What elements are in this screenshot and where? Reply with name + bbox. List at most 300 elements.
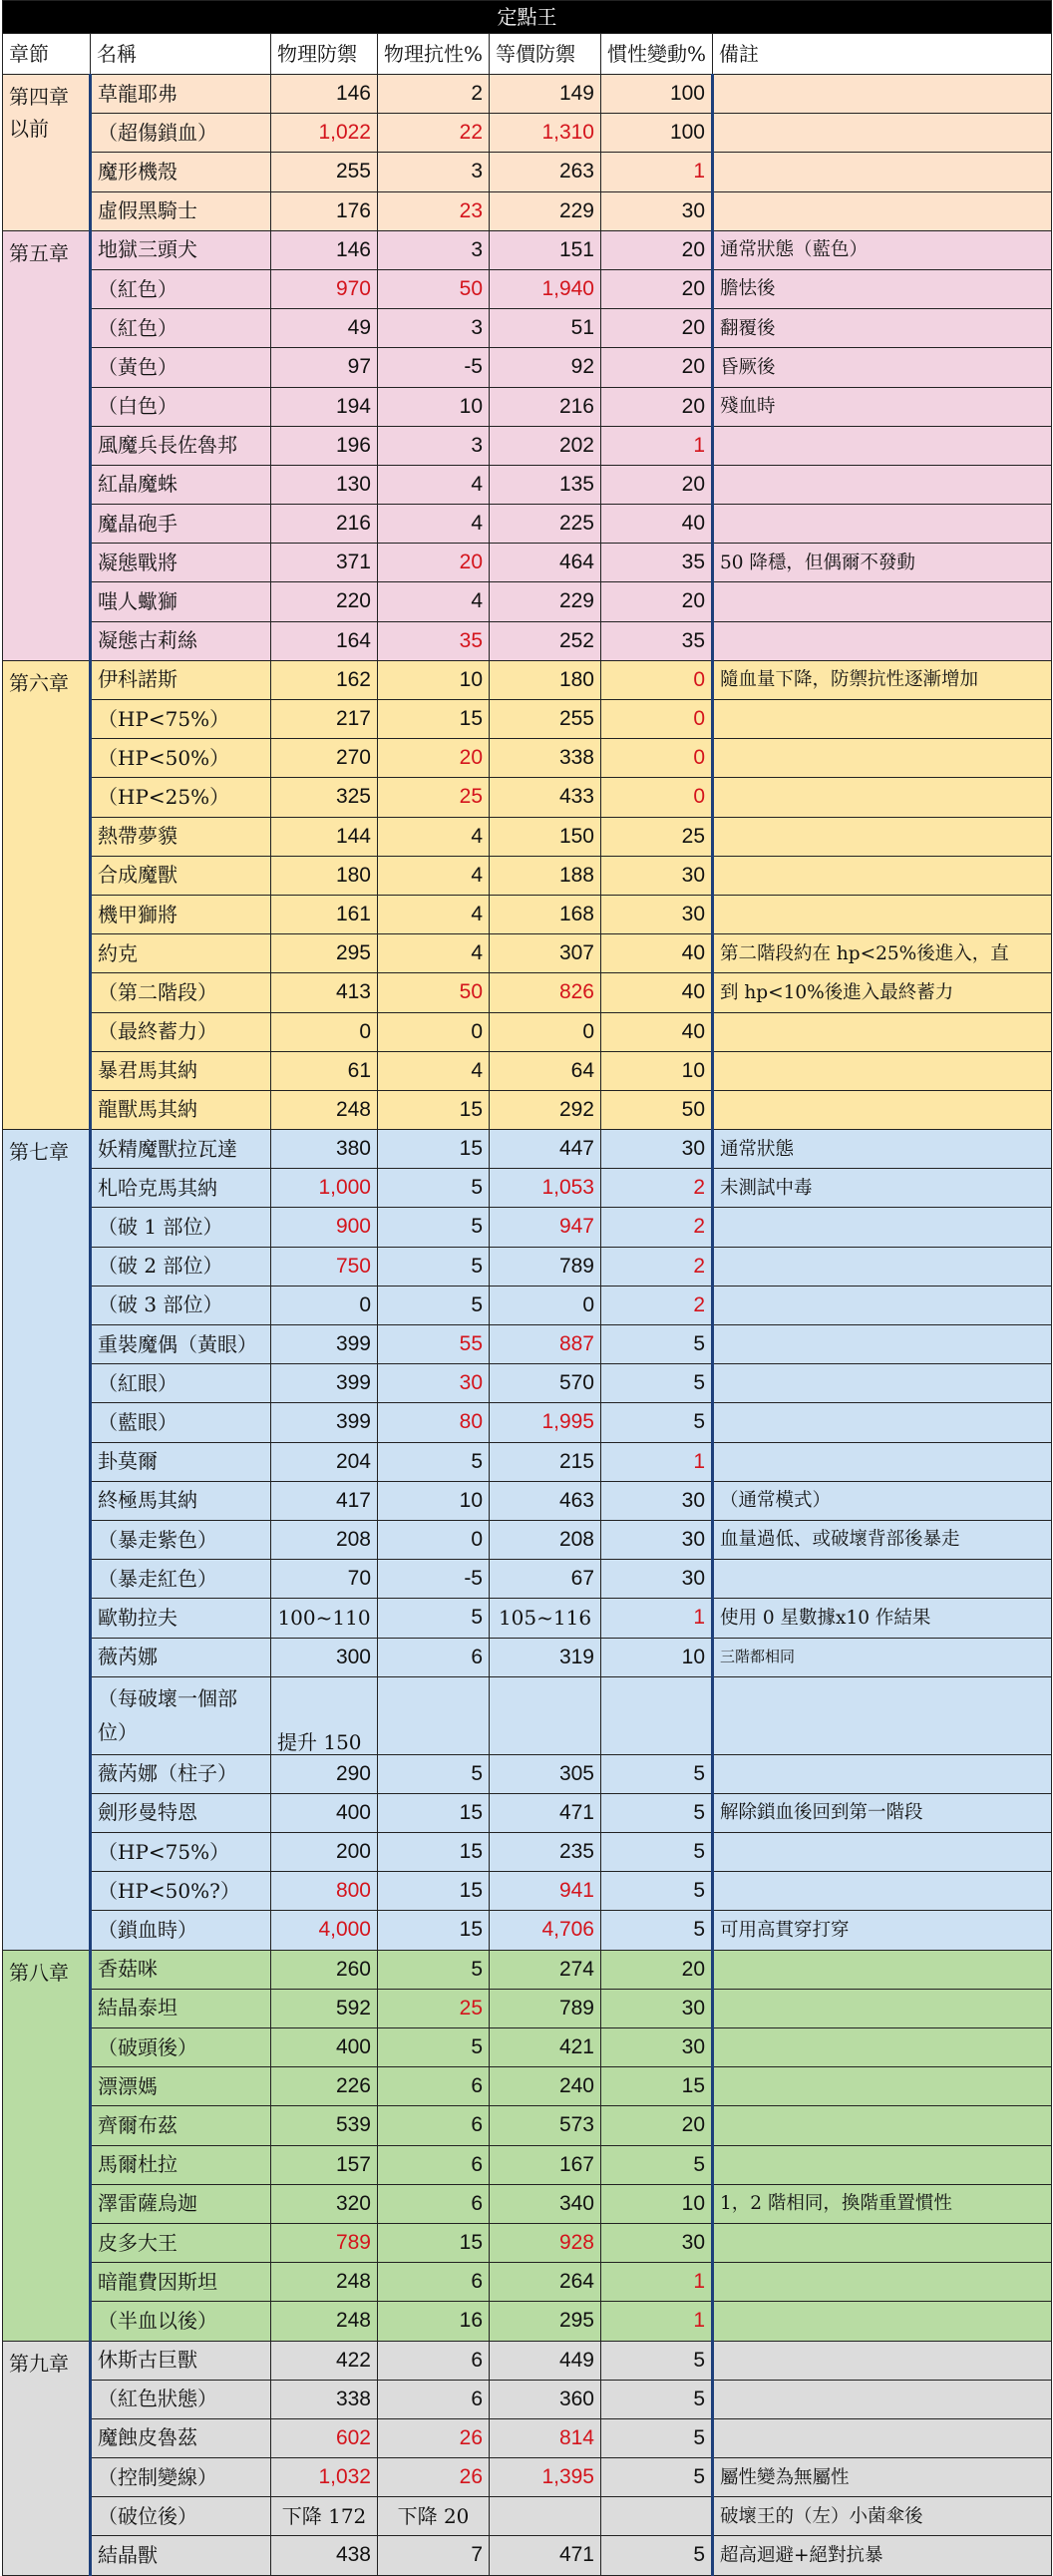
remark-cell bbox=[713, 2418, 1052, 2457]
equiv-def-cell: 92 bbox=[490, 348, 601, 387]
phys-def-cell: 146 bbox=[271, 230, 378, 269]
table-row bbox=[3, 2028, 1052, 2067]
inertia-cell: 5 bbox=[601, 2536, 713, 2575]
boss-name: （半血以後） bbox=[91, 2302, 271, 2341]
phys-res-cell: 5 bbox=[378, 1599, 490, 1638]
inertia-cell: 1 bbox=[601, 153, 713, 191]
table-row bbox=[3, 1442, 1052, 1481]
phys-res-cell: 55 bbox=[378, 1325, 490, 1364]
equiv-def-cell: 180 bbox=[490, 660, 601, 699]
table-row bbox=[3, 1793, 1052, 1832]
phys-def-cell: 194 bbox=[271, 387, 378, 426]
boss-name: （暴走紫色） bbox=[91, 1520, 271, 1559]
phys-def-cell: 157 bbox=[271, 2145, 378, 2184]
inertia-cell: 5 bbox=[601, 1754, 713, 1793]
remark-cell bbox=[713, 426, 1052, 465]
boss-name: （HP<50%?） bbox=[91, 1872, 271, 1911]
phys-res-cell: 15 bbox=[378, 1130, 490, 1169]
phys-def-cell: 130 bbox=[271, 465, 378, 504]
remark-cell bbox=[713, 2067, 1052, 2106]
remark-cell bbox=[713, 1442, 1052, 1481]
boss-name: 魔蝕皮魯茲 bbox=[91, 2418, 271, 2457]
table-row bbox=[3, 1051, 1052, 1090]
boss-name: （暴走紅色） bbox=[91, 1560, 271, 1599]
table-row bbox=[3, 1247, 1052, 1286]
phys-def-cell: 789 bbox=[271, 2223, 378, 2262]
equiv-def-cell: 252 bbox=[490, 621, 601, 660]
boss-name: 凝態古莉絲 bbox=[91, 621, 271, 660]
phys-res-cell: 5 bbox=[378, 1247, 490, 1286]
boss-name: 齊爾布茲 bbox=[91, 2106, 271, 2145]
inertia-cell: 20 bbox=[601, 387, 713, 426]
remark-cell bbox=[713, 505, 1052, 544]
boss-name: 皮多大王 bbox=[91, 2223, 271, 2262]
equiv-def-cell: 0 bbox=[490, 1012, 601, 1051]
table-row bbox=[3, 856, 1052, 895]
remark-cell bbox=[713, 1676, 1052, 1754]
inertia-cell: 5 bbox=[601, 2380, 713, 2418]
phys-res-cell: 5 bbox=[378, 1208, 490, 1247]
equiv-def-cell: 814 bbox=[490, 2418, 601, 2457]
boss-name: 熱帶夢貘 bbox=[91, 817, 271, 856]
inertia-cell: 20 bbox=[601, 465, 713, 504]
phys-def-cell: 208 bbox=[271, 1520, 378, 1559]
remark-cell bbox=[713, 2223, 1052, 2262]
table-row bbox=[3, 582, 1052, 621]
remark-cell: 屬性變為無屬性 bbox=[713, 2458, 1052, 2497]
remark-cell bbox=[713, 1833, 1052, 1872]
table-row bbox=[3, 1520, 1052, 1559]
table-row bbox=[3, 1638, 1052, 1676]
table-row bbox=[3, 2380, 1052, 2418]
equiv-def-cell: 471 bbox=[490, 2536, 601, 2575]
phys-def-cell: 0 bbox=[271, 1012, 378, 1051]
boss-name: 馬爾杜拉 bbox=[91, 2145, 271, 2184]
phys-def-cell: 1,000 bbox=[271, 1169, 378, 1208]
phys-def-cell: 提升 150 bbox=[271, 1676, 378, 1754]
remark-cell bbox=[713, 1208, 1052, 1247]
equiv-def-cell: 215 bbox=[490, 1442, 601, 1481]
phys-res-cell: 5 bbox=[378, 1286, 490, 1324]
equiv-def-cell: 105~116 bbox=[490, 1599, 601, 1638]
table-row bbox=[3, 1208, 1052, 1247]
inertia-cell: 5 bbox=[601, 1793, 713, 1832]
boss-name: 重裝魔偶（黃眼） bbox=[91, 1325, 271, 1364]
phys-def-cell: 97 bbox=[271, 348, 378, 387]
inertia-cell: 40 bbox=[601, 934, 713, 973]
boss-name: 地獄三頭犬 bbox=[91, 230, 271, 269]
boss-name: （HP<75%） bbox=[91, 700, 271, 739]
remark-cell bbox=[713, 1247, 1052, 1286]
table-row bbox=[3, 1754, 1052, 1793]
equiv-def-cell: 360 bbox=[490, 2380, 601, 2418]
remark-cell bbox=[713, 191, 1052, 230]
boss-name: 卦莫爾 bbox=[91, 1442, 271, 1481]
table-row bbox=[3, 660, 1052, 699]
remark-cell: 通常狀態（藍色） bbox=[713, 230, 1052, 269]
table-row bbox=[3, 348, 1052, 387]
inertia-cell: 1 bbox=[601, 1442, 713, 1481]
phys-res-cell: 10 bbox=[378, 387, 490, 426]
remark-cell: 50 降穩，但偶爾不發動 bbox=[713, 544, 1052, 582]
inertia-cell: 5 bbox=[601, 1872, 713, 1911]
inertia-cell: 30 bbox=[601, 2028, 713, 2067]
phys-res-cell: 15 bbox=[378, 700, 490, 739]
inertia-cell: 10 bbox=[601, 2184, 713, 2223]
phys-def-cell: 49 bbox=[271, 309, 378, 348]
header-chapter: 章節 bbox=[3, 34, 91, 75]
remark-cell: 解除鎖血後回到第一階段 bbox=[713, 1793, 1052, 1832]
phys-def-cell: 146 bbox=[271, 75, 378, 114]
inertia-cell: 2 bbox=[601, 1208, 713, 1247]
table-row bbox=[3, 1833, 1052, 1872]
boss-name: 香菇咪 bbox=[91, 1950, 271, 1989]
boss-name: 澤雷薩烏迦 bbox=[91, 2184, 271, 2223]
remark-cell bbox=[713, 2263, 1052, 2302]
phys-def-cell: 1,022 bbox=[271, 114, 378, 153]
remark-cell: 殘血時 bbox=[713, 387, 1052, 426]
phys-def-cell: 325 bbox=[271, 778, 378, 817]
boss-name: 劍形曼特恩 bbox=[91, 1793, 271, 1832]
equiv-def-cell: 570 bbox=[490, 1364, 601, 1403]
remark-cell: 超高迴避+絕對抗暴 bbox=[713, 2536, 1052, 2575]
inertia-cell: 30 bbox=[601, 1520, 713, 1559]
boss-name: 暗龍費因斯坦 bbox=[91, 2263, 271, 2302]
boss-name: 約克 bbox=[91, 934, 271, 973]
table-row bbox=[3, 505, 1052, 544]
chapter-label: 第六章 bbox=[3, 660, 91, 1129]
phys-def-cell: 196 bbox=[271, 426, 378, 465]
equiv-def-cell: 51 bbox=[490, 309, 601, 348]
phys-res-cell: 15 bbox=[378, 1911, 490, 1950]
inertia-cell: 30 bbox=[601, 1560, 713, 1599]
equiv-def-cell: 263 bbox=[490, 153, 601, 191]
inertia-cell: 35 bbox=[601, 544, 713, 582]
table-row bbox=[3, 1599, 1052, 1638]
table-row bbox=[3, 153, 1052, 191]
table-row bbox=[3, 544, 1052, 582]
phys-def-cell: 295 bbox=[271, 934, 378, 973]
inertia-cell: 1 bbox=[601, 2302, 713, 2341]
boss-name: 草龍耶弗 bbox=[91, 75, 271, 114]
table-row bbox=[3, 1481, 1052, 1520]
phys-def-cell: 750 bbox=[271, 1247, 378, 1286]
equiv-def-cell: 151 bbox=[490, 230, 601, 269]
phys-def-cell: 399 bbox=[271, 1403, 378, 1442]
table-row bbox=[3, 895, 1052, 933]
inertia-cell: 100 bbox=[601, 114, 713, 153]
equiv-def-cell: 168 bbox=[490, 895, 601, 933]
equiv-def-cell: 64 bbox=[490, 1051, 601, 1090]
remark-cell bbox=[713, 1364, 1052, 1403]
boss-name: 休斯古巨獸 bbox=[91, 2341, 271, 2380]
equiv-def-cell: 464 bbox=[490, 544, 601, 582]
remark-cell bbox=[713, 1286, 1052, 1324]
remark-cell: 使用 0 星數據x10 作結果 bbox=[713, 1599, 1052, 1638]
phys-res-cell: 50 bbox=[378, 973, 490, 1012]
inertia-cell: 0 bbox=[601, 739, 713, 778]
remark-cell: 隨血量下降，防禦抗性逐漸增加 bbox=[713, 660, 1052, 699]
remark-cell bbox=[713, 2145, 1052, 2184]
equiv-def-cell: 421 bbox=[490, 2028, 601, 2067]
phys-def-cell: 248 bbox=[271, 1090, 378, 1129]
equiv-def-cell: 1,395 bbox=[490, 2458, 601, 2497]
equiv-def-cell: 208 bbox=[490, 1520, 601, 1559]
boss-name: （鎖血時） bbox=[91, 1911, 271, 1950]
table-row bbox=[3, 465, 1052, 504]
equiv-def-cell: 826 bbox=[490, 973, 601, 1012]
equiv-def-cell: 274 bbox=[490, 1950, 601, 1989]
phys-def-cell: 539 bbox=[271, 2106, 378, 2145]
table-row bbox=[3, 778, 1052, 817]
phys-res-cell: 22 bbox=[378, 114, 490, 153]
phys-def-cell: 371 bbox=[271, 544, 378, 582]
phys-res-cell: 4 bbox=[378, 582, 490, 621]
remark-cell: 第二階段約在 hp<25%後進入，直 bbox=[713, 934, 1052, 973]
boss-name: 漂漂媽 bbox=[91, 2067, 271, 2106]
equiv-def-cell: 188 bbox=[490, 856, 601, 895]
table-row bbox=[3, 387, 1052, 426]
phys-def-cell: 438 bbox=[271, 2536, 378, 2575]
table-row bbox=[3, 1950, 1052, 1989]
phys-def-cell: 800 bbox=[271, 1872, 378, 1911]
table-row bbox=[3, 1403, 1052, 1442]
boss-name: 嗤人蠍獅 bbox=[91, 582, 271, 621]
remark-cell: 昏厥後 bbox=[713, 348, 1052, 387]
inertia-cell: 5 bbox=[601, 2418, 713, 2457]
inertia-cell: 20 bbox=[601, 348, 713, 387]
table-row bbox=[3, 1911, 1052, 1950]
table-row bbox=[3, 2067, 1052, 2106]
chapter-label: 第七章 bbox=[3, 1130, 91, 1951]
phys-def-cell: 602 bbox=[271, 2418, 378, 2457]
table-row bbox=[3, 2145, 1052, 2184]
inertia-cell: 5 bbox=[601, 2145, 713, 2184]
remark-cell bbox=[713, 465, 1052, 504]
phys-res-cell: 3 bbox=[378, 426, 490, 465]
phys-res-cell: 15 bbox=[378, 2223, 490, 2262]
inertia-cell: 20 bbox=[601, 269, 713, 308]
table-row bbox=[3, 269, 1052, 308]
phys-def-cell: 290 bbox=[271, 1754, 378, 1793]
phys-def-cell: 248 bbox=[271, 2263, 378, 2302]
phys-def-cell: 338 bbox=[271, 2380, 378, 2418]
phys-def-cell: 413 bbox=[271, 973, 378, 1012]
table-row bbox=[3, 2184, 1052, 2223]
inertia-cell: 5 bbox=[601, 1364, 713, 1403]
boss-name: （破 2 部位） bbox=[91, 1247, 271, 1286]
boss-name: （破 1 部位） bbox=[91, 1208, 271, 1247]
boss-name: （破 3 部位） bbox=[91, 1286, 271, 1324]
equiv-def-cell: 340 bbox=[490, 2184, 601, 2223]
phys-res-cell: 5 bbox=[378, 1950, 490, 1989]
equiv-def-cell: 947 bbox=[490, 1208, 601, 1247]
phys-def-cell: 226 bbox=[271, 2067, 378, 2106]
remark-cell bbox=[713, 739, 1052, 778]
header-inertia: 慣性變動% bbox=[601, 34, 713, 75]
remark-cell: 到 hp<10%後進入最終蓄力 bbox=[713, 973, 1052, 1012]
phys-def-cell: 162 bbox=[271, 660, 378, 699]
phys-def-cell: 61 bbox=[271, 1051, 378, 1090]
boss-name: （每破壞一個部位） bbox=[91, 1676, 271, 1754]
remark-cell bbox=[713, 895, 1052, 933]
phys-res-cell: 25 bbox=[378, 1989, 490, 2027]
remark-cell bbox=[713, 1012, 1052, 1051]
equiv-def-cell: 319 bbox=[490, 1638, 601, 1676]
boss-name: 合成魔獸 bbox=[91, 856, 271, 895]
inertia-cell: 10 bbox=[601, 1638, 713, 1676]
table-row bbox=[3, 1676, 1052, 1754]
table-row bbox=[3, 2341, 1052, 2380]
equiv-def-cell: 1,310 bbox=[490, 114, 601, 153]
phys-def-cell: 320 bbox=[271, 2184, 378, 2223]
inertia-cell: 15 bbox=[601, 2067, 713, 2106]
inertia-cell: 0 bbox=[601, 778, 713, 817]
phys-res-cell: 20 bbox=[378, 544, 490, 582]
inertia-cell: 100 bbox=[601, 75, 713, 114]
remark-cell bbox=[713, 1872, 1052, 1911]
boss-name: 終極馬其納 bbox=[91, 1481, 271, 1520]
table-row bbox=[3, 309, 1052, 348]
remark-cell bbox=[713, 1560, 1052, 1599]
phys-res-cell: 26 bbox=[378, 2458, 490, 2497]
phys-res-cell: 20 bbox=[378, 739, 490, 778]
equiv-def-cell: 216 bbox=[490, 387, 601, 426]
remark-cell bbox=[713, 2106, 1052, 2145]
remark-cell bbox=[713, 1950, 1052, 1989]
phys-def-cell: 100~110 bbox=[271, 1599, 378, 1638]
remark-cell: 血量過低、或破壞背部後暴走 bbox=[713, 1520, 1052, 1559]
remark-cell bbox=[713, 1403, 1052, 1442]
remark-cell bbox=[713, 778, 1052, 817]
table-row bbox=[3, 114, 1052, 153]
phys-res-cell: 6 bbox=[378, 2263, 490, 2302]
phys-res-cell: 30 bbox=[378, 1364, 490, 1403]
phys-res-cell: 80 bbox=[378, 1403, 490, 1442]
phys-res-cell: -5 bbox=[378, 348, 490, 387]
equiv-def-cell: 4,706 bbox=[490, 1911, 601, 1950]
inertia-cell: 5 bbox=[601, 2341, 713, 2380]
phys-res-cell: 16 bbox=[378, 2302, 490, 2341]
phys-res-cell: 6 bbox=[378, 2106, 490, 2145]
remark-cell: 1，2 階相同，換階重置慣性 bbox=[713, 2184, 1052, 2223]
boss-name: （黃色） bbox=[91, 348, 271, 387]
inertia-cell: 1 bbox=[601, 426, 713, 465]
phys-res-cell: 5 bbox=[378, 1169, 490, 1208]
inertia-cell: 30 bbox=[601, 895, 713, 933]
boss-name: （紅色狀態） bbox=[91, 2380, 271, 2418]
table-row bbox=[3, 817, 1052, 856]
phys-def-cell: 248 bbox=[271, 2302, 378, 2341]
inertia-cell: 30 bbox=[601, 1989, 713, 2027]
table-row bbox=[3, 2106, 1052, 2145]
remark-cell bbox=[713, 856, 1052, 895]
inertia-cell: 1 bbox=[601, 2263, 713, 2302]
inertia-cell: 25 bbox=[601, 817, 713, 856]
table-row bbox=[3, 1325, 1052, 1364]
table-row bbox=[3, 1130, 1052, 1169]
phys-def-cell: 220 bbox=[271, 582, 378, 621]
phys-res-cell: 4 bbox=[378, 817, 490, 856]
phys-def-cell: 144 bbox=[271, 817, 378, 856]
inertia-cell: 20 bbox=[601, 2106, 713, 2145]
equiv-def-cell: 887 bbox=[490, 1325, 601, 1364]
equiv-def-cell: 1,995 bbox=[490, 1403, 601, 1442]
phys-res-cell: 4 bbox=[378, 465, 490, 504]
inertia-cell: 5 bbox=[601, 1911, 713, 1950]
equiv-def-cell: 449 bbox=[490, 2341, 601, 2380]
inertia-cell: 20 bbox=[601, 582, 713, 621]
remark-cell bbox=[713, 2028, 1052, 2067]
phys-res-cell: 10 bbox=[378, 1481, 490, 1520]
boss-name: 妖精魔獸拉瓦達 bbox=[91, 1130, 271, 1169]
table-row bbox=[3, 1286, 1052, 1324]
table-row bbox=[3, 1560, 1052, 1599]
phys-def-cell: 399 bbox=[271, 1364, 378, 1403]
phys-res-cell: -5 bbox=[378, 1560, 490, 1599]
inertia-cell: 5 bbox=[601, 1403, 713, 1442]
phys-res-cell: 26 bbox=[378, 2418, 490, 2457]
inertia-cell bbox=[601, 1676, 713, 1754]
inertia-cell bbox=[601, 2497, 713, 2536]
boss-name: 結晶獸 bbox=[91, 2536, 271, 2575]
table-row bbox=[3, 2263, 1052, 2302]
remark-cell bbox=[713, 2302, 1052, 2341]
phys-res-cell bbox=[378, 1676, 490, 1754]
boss-name: （藍眼） bbox=[91, 1403, 271, 1442]
table-row bbox=[3, 2302, 1052, 2341]
table-row bbox=[3, 1090, 1052, 1129]
boss-name: （最終蓄力） bbox=[91, 1012, 271, 1051]
phys-res-cell: 50 bbox=[378, 269, 490, 308]
boss-name: （控制變線） bbox=[91, 2458, 271, 2497]
table-row bbox=[3, 1364, 1052, 1403]
phys-res-cell: 15 bbox=[378, 1872, 490, 1911]
phys-def-cell: 900 bbox=[271, 1208, 378, 1247]
equiv-def-cell: 67 bbox=[490, 1560, 601, 1599]
table-row bbox=[3, 1169, 1052, 1208]
equiv-def-cell: 235 bbox=[490, 1833, 601, 1872]
phys-def-cell: 970 bbox=[271, 269, 378, 308]
equiv-def-cell: 463 bbox=[490, 1481, 601, 1520]
equiv-def-cell: 229 bbox=[490, 191, 601, 230]
table-row bbox=[3, 2458, 1052, 2497]
boss-name: 薇芮娜 bbox=[91, 1638, 271, 1676]
remark-cell: 破壞王的（左）小菌傘後 bbox=[713, 2497, 1052, 2536]
boss-name: （HP<50%） bbox=[91, 739, 271, 778]
equiv-def-cell bbox=[490, 2497, 601, 2536]
remark-cell bbox=[713, 2380, 1052, 2418]
phys-def-cell: 161 bbox=[271, 895, 378, 933]
remark-cell: 未測試中毒 bbox=[713, 1169, 1052, 1208]
phys-res-cell: 5 bbox=[378, 1442, 490, 1481]
header-name: 名稱 bbox=[91, 34, 271, 75]
remark-cell bbox=[713, 153, 1052, 191]
boss-name: （第二階段） bbox=[91, 973, 271, 1012]
inertia-cell: 5 bbox=[601, 1325, 713, 1364]
equiv-def-cell: 202 bbox=[490, 426, 601, 465]
inertia-cell: 2 bbox=[601, 1169, 713, 1208]
phys-def-cell: 300 bbox=[271, 1638, 378, 1676]
equiv-def-cell: 307 bbox=[490, 934, 601, 973]
phys-res-cell: 5 bbox=[378, 2028, 490, 2067]
equiv-def-cell: 295 bbox=[490, 2302, 601, 2341]
phys-res-cell: 3 bbox=[378, 153, 490, 191]
boss-name: （HP<75%） bbox=[91, 1833, 271, 1872]
inertia-cell: 20 bbox=[601, 309, 713, 348]
table-title: 定點王 bbox=[3, 1, 1052, 34]
phys-res-cell: 2 bbox=[378, 75, 490, 114]
